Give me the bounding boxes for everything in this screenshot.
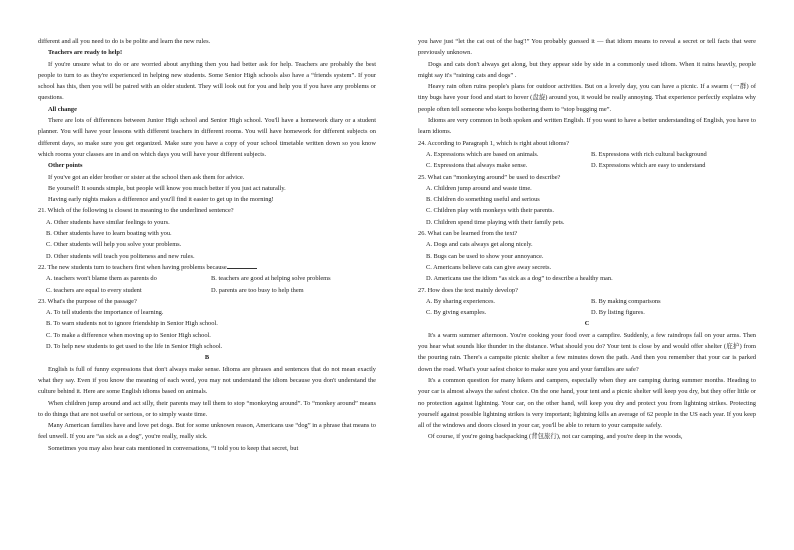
section-b-label: B bbox=[204, 354, 210, 362]
option-row bbox=[38, 273, 376, 284]
left-column bbox=[38, 36, 376, 454]
paragraph: Dogs and cats don't always get along, but they appear side by side in a commonly used idiom. When it rains heavily, people might say it's “raining cats and dogs” . bbox=[418, 60, 756, 79]
option: A. teachers won't blame them as parents do bbox=[46, 275, 157, 283]
option: A. Expressions which are based on animals. bbox=[426, 150, 539, 158]
question-23: 23. What's the purpose of the passage? bbox=[38, 297, 137, 305]
paragraph: Sometimes you may also hear cats mentioned in conversations, “I told you to keep that secret, but bbox=[48, 444, 299, 452]
section-heading: Teachers are ready to help! bbox=[48, 49, 123, 57]
paragraph: It's a common question for many hikers and campers, especially when they are camping during summer months. Heading to your car is almost always the safest choice. On the one hand, your tent and a picnic shelter will keep you dry, but they offer little or no protection against lightning. Your car, on the other hand, will keep you dry and protect you from lightning strikes. Protecting yourself against possible lightning strikes is very important; lightning kills an average of 62 people in the US each year. If you keep all of the windows and doors closed in your car, you'll be able to return to your campsite safely. bbox=[418, 376, 756, 430]
option: D. Americans use the idiom “as sick as a dog” to describe a healthy man. bbox=[426, 275, 613, 283]
question-24: 24. According to Paragraph 1, which is right about idioms? bbox=[418, 139, 570, 147]
option: D. Children spend time playing with their family pets. bbox=[426, 218, 565, 226]
option: C. Americans believe cats can give away secrets. bbox=[426, 263, 552, 271]
option-row bbox=[418, 307, 756, 318]
option: C. Expressions that always make sense. bbox=[426, 162, 528, 170]
option-row bbox=[418, 149, 756, 160]
paragraph: different and all you need to do is be polite and learn the new rules. bbox=[38, 38, 211, 45]
option: C. Other students will help you solve your problems. bbox=[46, 241, 182, 249]
paragraph: English is full of funny expressions that don't always make sense. Idioms are phrases and sentences that do not mean exactly what they say. Even if you know the meaning of each word, you may not understand the idiom because you don't understand the culture behind it. Here are some English idioms based on animals. bbox=[38, 365, 376, 396]
option: D. To help new students to get used to the life in Senior High school. bbox=[46, 343, 223, 351]
option-row bbox=[418, 296, 756, 307]
option: C. By giving examples. bbox=[426, 309, 487, 317]
question-22: 22. The new students turn to teachers first when having problems because bbox=[38, 262, 376, 273]
paragraph: Idioms are very common in both spoken and written English. If you want to have a better understanding of English, you have to learn idioms. bbox=[418, 117, 756, 136]
option: A. Dogs and cats always get along nicely. bbox=[426, 241, 533, 249]
section-heading: All change bbox=[48, 105, 77, 113]
question-26: 26. What can be learned from the text? bbox=[418, 230, 518, 238]
paragraph: Many American families have and love pet dogs. But for some unknown reason, Americans use “dog” in a phrase that means to feel unwell. If you are “as sick as a dog”, you're really, really sick. bbox=[38, 422, 376, 441]
option: B. To warn students not to ignore friendship in Senior High school. bbox=[46, 320, 218, 328]
option: B. Expressions with rich cultural background bbox=[591, 150, 707, 158]
paragraph: Heavy rain often ruins people's plans for outdoor activities. But on a lovely day, you can have a picnic. If a swarm (一群) of tiny bugs have your food and start to hover (盘旋) around you, it would be really annoying. That experience perfectly explains why people often tell someone who keeps bothering them to “stop bugging me”. bbox=[418, 83, 756, 113]
option: D. parents are too busy to help them bbox=[211, 286, 304, 294]
paragraph: If you've got an elder brother or sister at the school then ask them for advice. bbox=[48, 173, 245, 181]
option: C. Children play with monkeys with their parents. bbox=[426, 207, 554, 215]
paragraph: When children jump around and act silly, their parents may tell them to stop “monkeying around”. To “monkey around” means to do things that are not useful or serious, or to simply waste time. bbox=[38, 399, 376, 418]
paragraph: There are lots of differences between Junior High school and Senior High school. You'll have a homework diary or a student planner. You will have your lessons with different teachers in different rooms. You will have homework for different subjects on different days, so make sure you get organized. Make sure you have a copy of your school timetable written down so you know which rooms your classes are in and on which days you will have your different subjects. bbox=[38, 117, 376, 158]
option: A. To tell students the importance of learning. bbox=[46, 309, 164, 317]
option: A. By sharing experiences. bbox=[426, 297, 496, 305]
option: C. teachers are equal to every student bbox=[46, 286, 142, 294]
paragraph: If you're unsure what to do or are worried about anything then you had better ask for help. Teachers are probably the best people to turn to as they're experienced in helping new students. Some Senior High schools also have a “friends system”. If your school has this, then you will be paired with an older student. They will look out for you and help you if you have any problems or questions. bbox=[38, 60, 376, 102]
option: D. By listing figures. bbox=[591, 309, 645, 317]
question-21: 21. Which of the following is closest in meaning to the underlined sentence? bbox=[38, 207, 234, 215]
option: D. Other students will teach you politeness and new rules. bbox=[46, 252, 195, 260]
paragraph: Of course, if you're going backpacking (背包旅行), not car camping, and you're deep in the woods, bbox=[428, 433, 683, 441]
option: A. Children jump around and waste time. bbox=[426, 184, 532, 192]
option: B. By making comparisons bbox=[591, 297, 661, 305]
option: B. Children do something useful and serious bbox=[426, 196, 540, 204]
right-column bbox=[418, 36, 756, 443]
option: A. Other students have similar feelings to yours. bbox=[46, 218, 170, 226]
section-heading: Other points bbox=[48, 162, 83, 170]
paragraph: Having early nights makes a difference and you'll find it easier to get up in the morning! bbox=[48, 196, 274, 204]
option: D. Expressions which are easy to understand bbox=[591, 162, 706, 170]
option-row bbox=[418, 160, 756, 171]
section-c-label: C bbox=[584, 320, 590, 328]
answer-blank bbox=[227, 262, 257, 269]
option-row bbox=[38, 285, 376, 296]
question-25: 25. What can “monkeying around” be used to describe? bbox=[418, 173, 561, 181]
option: B. Other students have to learn boating with you. bbox=[46, 230, 172, 238]
paragraph: you have just “let the cat out of the bag'!” You probably guessed it — that idiom means to reveal a secret or tell facts that were previously unknown. bbox=[418, 38, 756, 57]
option: C. To make a difference when moving up to Senior High school. bbox=[46, 331, 211, 339]
option: B. teachers are good at helping solve problems bbox=[211, 275, 331, 283]
option: B. Bugs can be used to show your annoyance. bbox=[426, 252, 544, 260]
paragraph: Be yourself! It sounds simple, but people will know you much better if you just act naturally. bbox=[48, 184, 286, 192]
question-27: 27. How does the text mainly develop? bbox=[418, 286, 518, 294]
paragraph: It's a warm summer afternoon. You're cooking your food over a campfire. Suddenly, a few raindrops fall on your arms. Then you hear what sounds like thunder in the distance. What should you do? Your tent is close by and would offer shelter (庇护) from the pouring rain. There's a campsite picnic shelter a few minutes down the path. And then you remember that your car is parked down the road. What's your safest choice to make sure you and your families are safe? bbox=[418, 331, 756, 373]
